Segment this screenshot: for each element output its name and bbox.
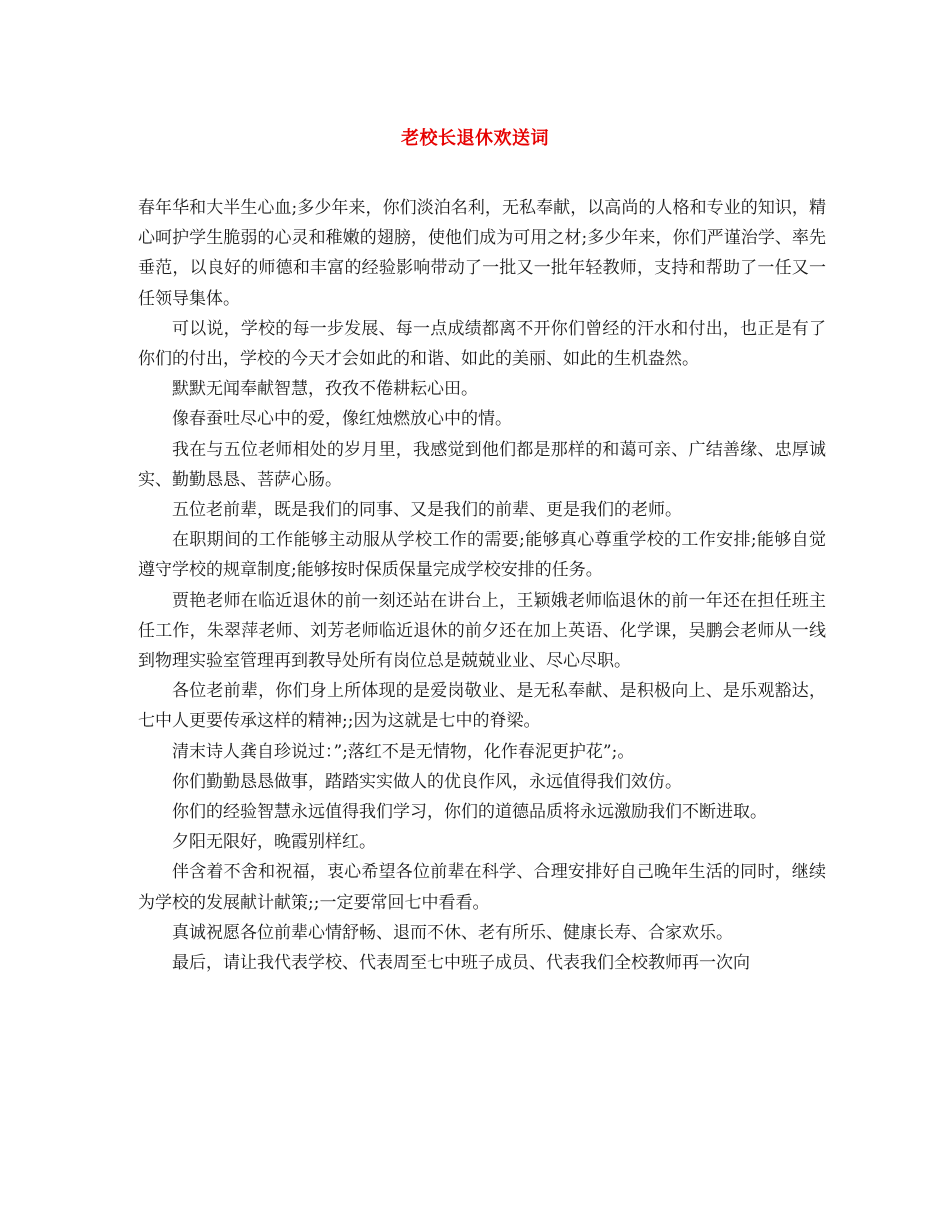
paragraph: 五位老前辈，既是我们的同事、又是我们的前辈、更是我们的老师。 xyxy=(172,500,682,521)
paragraph: 你们的经验智慧永远值得我们学习，你们的道德品质将永远激励我们不断进取。 xyxy=(172,802,767,823)
paragraph: 各位老前辈，你们身上所体现的是爱岗敬业、是无私奉献、是积极向上、是乐观豁达，七中人更要传承这样的精神;;因为这就是七中的脊梁。 xyxy=(138,681,826,732)
paragraph: 你们勤勤恳恳做事，踏踏实实做人的优良作风，永远值得我们效仿。 xyxy=(172,771,682,792)
paragraph: 清末诗人龚自珍说过：”;落红不是无情物，化作春泥更护花”;。 xyxy=(172,741,635,762)
paragraph: 夕阳无限好，晚霞别样红。 xyxy=(172,832,376,853)
paragraph: 可以说，学校的每一步发展、每一点成绩都离不开你们曾经的汗水和付出，也正是有了你们的付出，学校的今天才会如此的和谐、如此的美丽、如此的生机盎然。 xyxy=(138,318,826,370)
document-title: 老校长退休欢送词 xyxy=(401,128,549,149)
document-body xyxy=(138,193,826,978)
paragraph: 我在与五位老师相处的岁月里，我感觉到他们都是那样的和蔼可亲、广结善缘、忠厚诚实、勤勤恳恳、菩萨心肠。 xyxy=(138,439,826,490)
paragraph: 伴含着不舍和祝福，衷心希望各位前辈在科学、合理安排好自己晚年生活的同时，继续为学校的发展献计献策;;一定要常回七中看看。 xyxy=(138,862,826,913)
paragraph: 在职期间的工作能够主动服从学校工作的需要;能够真心尊重学校的工作安排;能够自觉遵守学校的规章制度;能够按时保质保量完成学校安排的任务。 xyxy=(138,530,826,581)
paragraph: 真诚祝愿各位前辈心情舒畅、退而不休、老有所乐、健康长寿、合家欢乐。 xyxy=(172,922,733,943)
paragraph: 贾艳老师在临近退休的前一刻还站在讲台上，王颖娥老师临退休的前一年还在担任班主任工作，朱翠萍老师、刘芳老师临近退休的前夕还在加上英语、化学课，吴鹏会老师从一线到物理实验室管理再到教导处所有岗位总是兢兢业业、尽心尽职。 xyxy=(138,590,826,672)
paragraph: 像春蚕吐尽心中的爱，像红烛燃放心中的情。 xyxy=(172,409,512,430)
paragraph: 春年华和大半生心血;多少年来，你们淡泊名利，无私奉献，以高尚的人格和专业的知识，精心呵护学生脆弱的心灵和稚嫩的翅膀，使他们成为可用之材;多少年来，你们严谨治学、率先垂范，以良好的师德和丰富的经验影响带动了一批又一批年轻教师，支持和帮助了一任又一任领导集体。 xyxy=(138,198,826,309)
paragraph: 默默无闻奉献智慧，孜孜不倦耕耘心田。 xyxy=(172,379,478,400)
paragraph: 最后，请让我代表学校、代表周至七中班子成员、代表我们全校教师再一次向 xyxy=(172,953,750,974)
